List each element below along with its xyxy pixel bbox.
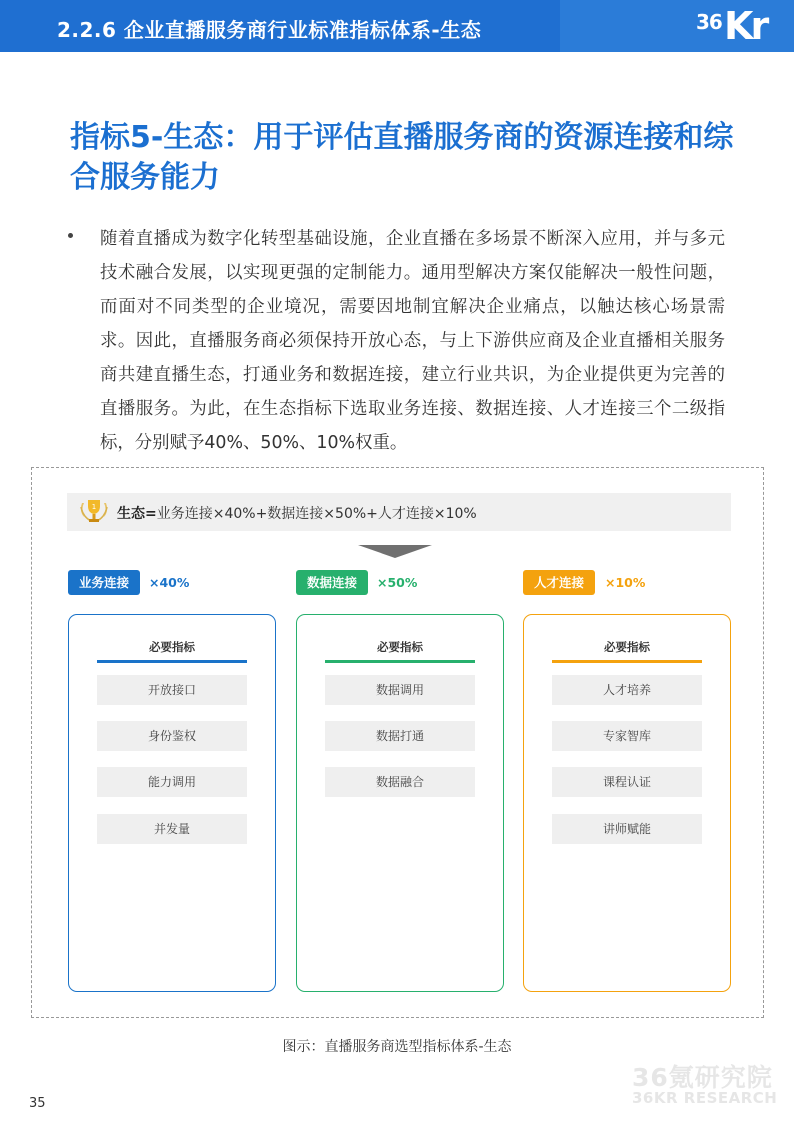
column-heading: 必要指标 bbox=[377, 640, 423, 654]
tag-business-connection: 业务连接 bbox=[68, 570, 140, 595]
column-underline bbox=[97, 660, 247, 663]
watermark-en: 36KR RESEARCH bbox=[632, 1089, 778, 1107]
svg-text:1: 1 bbox=[91, 503, 97, 511]
tag-data-connection: 数据连接 bbox=[296, 570, 368, 595]
list-item: 课程认证 bbox=[552, 767, 702, 797]
brand-logo bbox=[684, 0, 794, 52]
list-item: 数据融合 bbox=[325, 767, 475, 797]
tag-talent-connection: 人才连接 bbox=[523, 570, 595, 595]
list-item: 数据调用 bbox=[325, 675, 475, 705]
formula-label: 生态= bbox=[117, 506, 157, 522]
page-number: 35 bbox=[29, 1096, 46, 1111]
list-item: 并发量 bbox=[97, 814, 247, 844]
formula-expression: 业务连接×40%+数据连接×50%+人才连接×10% bbox=[156, 506, 477, 522]
header-bar bbox=[0, 0, 794, 52]
weight-business-connection: ×40% bbox=[149, 575, 190, 590]
column-heading: 必要指标 bbox=[604, 640, 650, 654]
list-item: 讲师赋能 bbox=[552, 814, 702, 844]
list-item: 人才培养 bbox=[552, 675, 702, 705]
column-talent-connection bbox=[523, 614, 731, 992]
body-paragraph: 随着直播成为数字化转型基础设施，企业直播在多场景不断深入应用，并与多元技术融合发展，以实现更强的定制能力。通用型解决方案仅能解决一般性问题，而面对不同类型的企业境况，需要因地制宜解决企业痛点，以触达核心场景需求。因此，直播服务商必须保持开放心态，与上下游供应商及企业直播相关服务商共建直播生态，打通业务和数据连接，建立行业共识，为企业提供更为完善的直播服务。为此，在生态指标下选取业务连接、数据连接、人才连接三个二级指标，分别赋予40%、50%、10%权重。 bbox=[100, 229, 725, 453]
section-title: 2.2.6 企业直播服务商行业标准指标体系-生态 bbox=[57, 18, 482, 42]
formula-text bbox=[117, 503, 477, 523]
column-underline bbox=[552, 660, 702, 663]
trophy-icon bbox=[78, 497, 110, 527]
list-item: 能力调用 bbox=[97, 767, 247, 797]
bullet-icon bbox=[68, 233, 73, 238]
list-item: 专家智库 bbox=[552, 721, 702, 751]
logo-number: 36 bbox=[696, 10, 722, 34]
arrow-down-icon bbox=[358, 545, 432, 558]
logo-letters: Kr bbox=[724, 4, 767, 48]
figure-caption: 图示：直播服务商选型指标体系-生态 bbox=[282, 1039, 512, 1055]
column-business-connection bbox=[68, 614, 276, 992]
column-underline bbox=[325, 660, 475, 663]
page-heading: 指标5-生态：用于评估直播服务商的资源连接和综合服务能力 bbox=[70, 120, 734, 195]
list-item: 数据打通 bbox=[325, 721, 475, 751]
column-heading: 必要指标 bbox=[149, 640, 195, 654]
list-item: 身份鉴权 bbox=[97, 721, 247, 751]
list-item: 开放接口 bbox=[97, 675, 247, 705]
watermark-cn: 36氪研究院 bbox=[632, 1063, 773, 1092]
weight-talent-connection: ×10% bbox=[605, 575, 646, 590]
column-data-connection bbox=[296, 614, 504, 992]
weight-data-connection: ×50% bbox=[377, 575, 418, 590]
